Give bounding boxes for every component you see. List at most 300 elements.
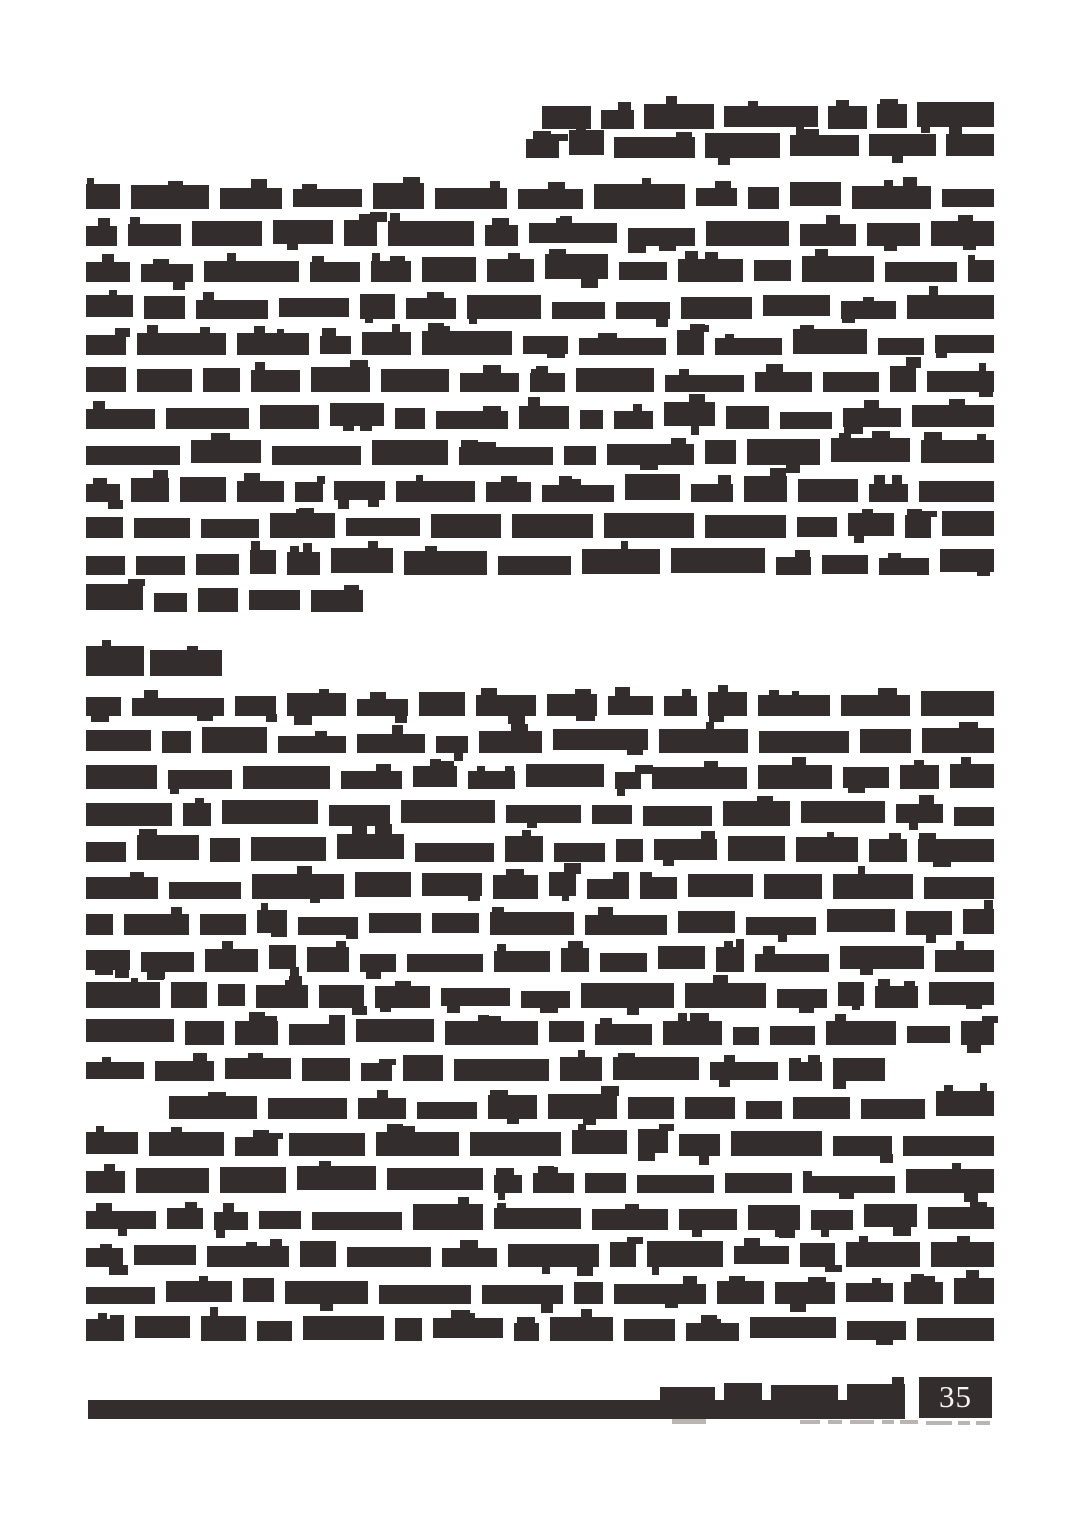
degraded-word: [235, 696, 276, 716]
degraded-text-line: [86, 366, 994, 392]
degraded-text-line: [86, 1130, 994, 1156]
degraded-word: [924, 877, 994, 899]
degraded-word: [220, 1167, 286, 1193]
degraded-word: [204, 261, 299, 282]
degraded-word: [843, 408, 901, 427]
degraded-text-line: [86, 549, 994, 575]
scan-artifact-dash: [926, 1421, 952, 1425]
degraded-word: [137, 369, 193, 392]
degraded-text-line: [86, 329, 994, 355]
degraded-word: [864, 1204, 917, 1227]
degraded-word: [685, 983, 766, 1008]
degraded-word: [936, 1091, 994, 1116]
degraded-word: [841, 695, 909, 716]
degraded-word: [468, 771, 516, 789]
degraded-word: [803, 1176, 895, 1193]
degraded-word: [432, 913, 479, 933]
degraded-word: [381, 369, 449, 392]
page-number: 35: [939, 1378, 972, 1414]
degraded-text-line: [86, 586, 363, 612]
degraded-word: [220, 188, 282, 209]
degraded-word: [607, 444, 694, 465]
degraded-word: [724, 1383, 762, 1400]
degraded-word: [890, 366, 916, 392]
degraded-word: [677, 330, 703, 355]
degraded-word: [293, 189, 362, 207]
degraded-word: [927, 371, 994, 392]
degraded-word: [302, 1058, 350, 1081]
degraded-word: [289, 1133, 365, 1156]
degraded-word: [259, 1211, 301, 1229]
degraded-word: [961, 1021, 994, 1045]
degraded-word: [441, 988, 510, 1006]
degraded-word: [357, 699, 408, 716]
degraded-word: [86, 226, 117, 246]
degraded-word: [747, 439, 820, 465]
degraded-word: [167, 1208, 203, 1229]
degraded-word: [929, 982, 994, 1005]
degraded-word: [415, 843, 494, 862]
degraded-word: [601, 110, 635, 129]
degraded-word: [198, 588, 238, 612]
degraded-text-line: [86, 512, 994, 538]
degraded-word: [454, 1059, 549, 1081]
degraded-word: [505, 836, 543, 862]
degraded-word: [494, 1208, 582, 1229]
degraded-word: [485, 225, 518, 246]
degraded-word: [141, 952, 194, 972]
degraded-word: [243, 766, 330, 789]
degraded-text-line: [86, 800, 994, 826]
scan-artifact-dash: [800, 1420, 820, 1424]
degraded-word: [369, 913, 421, 933]
degraded-word: [136, 1168, 208, 1193]
degraded-word: [154, 593, 187, 612]
degraded-word: [604, 513, 694, 538]
degraded-word: [828, 106, 867, 129]
degraded-word: [758, 695, 830, 716]
degraded-word: [334, 481, 386, 500]
degraded-text-line: [660, 1383, 905, 1401]
degraded-word: [879, 558, 929, 575]
degraded-word: [136, 556, 185, 575]
degraded-word: [592, 1209, 668, 1230]
degraded-word: [162, 731, 191, 753]
degraded-word: [235, 1137, 278, 1156]
degraded-word: [775, 1282, 835, 1304]
degraded-word: [928, 1207, 994, 1229]
degraded-word: [587, 879, 629, 899]
degraded-text-line: [86, 982, 994, 1008]
degraded-word: [734, 1246, 788, 1264]
degraded-word: [155, 1061, 213, 1081]
degraded-word: [86, 646, 144, 676]
degraded-word: [748, 1205, 799, 1230]
degraded-word: [135, 1316, 190, 1338]
degraded-word: [487, 259, 534, 282]
degraded-word: [403, 1055, 443, 1081]
degraded-word: [185, 1021, 224, 1045]
degraded-word: [355, 872, 411, 897]
degraded-word: [797, 517, 837, 537]
degraded-text-line: [86, 836, 994, 862]
degraded-word: [86, 335, 126, 355]
degraded-word: [249, 590, 299, 610]
degraded-word: [128, 224, 181, 246]
degraded-word: [885, 262, 957, 282]
degraded-word: [395, 408, 425, 429]
degraded-word: [533, 1173, 574, 1193]
degraded-word: [362, 332, 411, 355]
degraded-word: [595, 1024, 652, 1045]
degraded-word: [553, 729, 647, 750]
degraded-word: [445, 1021, 538, 1045]
degraded-text-line: [86, 763, 994, 789]
degraded-word: [647, 1241, 723, 1267]
degraded-word: [137, 835, 198, 860]
degraded-word: [744, 476, 787, 502]
degraded-word: [679, 1209, 738, 1230]
degraded-word: [664, 696, 697, 716]
degraded-word: [861, 1099, 925, 1119]
degraded-word: [273, 220, 333, 244]
degraded-word: [404, 551, 487, 575]
degraded-word: [287, 552, 319, 575]
degraded-word: [488, 1095, 537, 1119]
degraded-text-line: [86, 1019, 994, 1045]
degraded-word: [86, 556, 125, 575]
degraded-word: [724, 106, 819, 127]
degraded-word: [614, 1284, 706, 1304]
degraded-word: [401, 800, 495, 823]
degraded-word: [582, 549, 660, 574]
degraded-word: [388, 221, 474, 246]
degraded-word: [875, 986, 919, 1008]
scan-artifact-dash: [828, 1420, 842, 1424]
degraded-word: [225, 1058, 291, 1079]
degraded-word: [406, 298, 456, 319]
degraded-word: [869, 839, 907, 862]
degraded-word: [168, 770, 233, 789]
degraded-word: [86, 484, 120, 502]
degraded-word: [931, 1242, 994, 1267]
degraded-word: [86, 367, 126, 392]
scan-artifact-dash: [672, 1419, 706, 1424]
degraded-word: [942, 189, 994, 207]
degraded-word: [467, 295, 541, 319]
degraded-word: [86, 1319, 124, 1341]
degraded-word: [770, 1026, 815, 1045]
degraded-word: [628, 228, 695, 246]
degraded-word: [289, 1024, 345, 1045]
degraded-word: [396, 481, 475, 502]
degraded-text-line: [86, 1278, 994, 1304]
degraded-word: [764, 874, 822, 899]
degraded-word: [512, 514, 593, 538]
degraded-word: [86, 409, 155, 429]
degraded-word: [715, 338, 782, 355]
degraded-word: [613, 1057, 699, 1080]
degraded-text-line: [86, 645, 222, 676]
degraded-word: [183, 803, 211, 826]
degraded-word: [822, 555, 868, 574]
degraded-word: [833, 1058, 885, 1081]
degraded-word: [413, 1204, 483, 1230]
degraded-text-line: [86, 1204, 994, 1230]
degraded-word: [86, 697, 121, 716]
degraded-word: [717, 1281, 764, 1304]
degraded-word: [371, 261, 411, 282]
degraded-word: [846, 1242, 920, 1267]
degraded-word: [671, 548, 766, 573]
degraded-word: [827, 909, 895, 932]
degraded-text-line: [542, 103, 994, 129]
degraded-word: [921, 691, 994, 716]
degraded-word: [940, 549, 994, 572]
degraded-word: [330, 403, 384, 426]
degraded-word: [300, 1241, 337, 1267]
degraded-word: [847, 1321, 905, 1340]
footer-rule: [88, 1400, 905, 1419]
degraded-word: [375, 986, 430, 1008]
degraded-word: [329, 805, 390, 826]
degraded-word: [780, 412, 831, 429]
degraded-word: [134, 1245, 196, 1265]
degraded-word: [716, 947, 744, 972]
degraded-word: [210, 838, 240, 862]
degraded-word: [579, 338, 666, 355]
degraded-word: [628, 1097, 675, 1119]
degraded-text-line: [86, 476, 994, 502]
degraded-word: [585, 915, 667, 935]
degraded-word: [954, 807, 994, 826]
degraded-word: [643, 806, 712, 826]
degraded-text-line: [86, 220, 994, 246]
degraded-word: [616, 839, 644, 862]
degraded-word: [278, 736, 346, 753]
degraded-word: [360, 954, 396, 972]
degraded-word: [436, 411, 508, 429]
degraded-word: [594, 184, 685, 209]
degraded-word: [222, 800, 318, 824]
degraded-word: [506, 805, 581, 823]
degraded-text-line: [86, 439, 994, 465]
degraded-word: [205, 949, 258, 972]
degraded-word: [237, 333, 310, 355]
degraded-word: [801, 801, 886, 823]
degraded-text-line: [86, 690, 994, 716]
degraded-word: [903, 1136, 994, 1156]
degraded-word: [86, 877, 158, 899]
degraded-word: [624, 1319, 675, 1341]
degraded-word: [86, 730, 151, 751]
degraded-word: [307, 947, 350, 972]
scan-artifact-dash: [976, 1421, 990, 1425]
degraded-word: [149, 1132, 224, 1156]
degraded-word: [771, 1385, 838, 1401]
degraded-word: [459, 447, 553, 465]
degraded-word: [688, 874, 753, 897]
degraded-word: [921, 440, 994, 463]
degraded-word: [331, 548, 394, 573]
degraded-word: [431, 514, 501, 538]
degraded-word: [652, 767, 746, 789]
degraded-word: [442, 1248, 496, 1267]
scan-artifact-dash: [900, 1420, 918, 1424]
degraded-word: [793, 1097, 849, 1119]
degraded-word: [615, 772, 642, 789]
degraded-word: [896, 804, 942, 823]
degraded-word: [823, 372, 880, 392]
degraded-word: [900, 765, 939, 789]
degraded-word: [180, 477, 225, 502]
degraded-word: [346, 518, 419, 536]
degraded-word: [319, 985, 363, 1008]
degraded-word: [679, 1134, 720, 1156]
degraded-word: [372, 440, 448, 465]
degraded-word: [341, 771, 402, 789]
degraded-word: [659, 729, 749, 753]
degraded-word: [833, 1136, 892, 1156]
degraded-word: [860, 729, 910, 753]
degraded-word: [86, 295, 133, 317]
degraded-word: [218, 984, 245, 1006]
degraded-word: [907, 295, 994, 319]
degraded-word: [833, 874, 914, 899]
degraded-word: [658, 946, 705, 969]
degraded-word: [708, 692, 747, 716]
degraded-word: [413, 766, 456, 787]
degraded-word: [361, 1063, 392, 1081]
degraded-word: [638, 1129, 668, 1153]
degraded-word: [86, 517, 123, 538]
degraded-text-line: [86, 909, 994, 935]
degraded-word: [843, 767, 888, 788]
degraded-word: [169, 1096, 257, 1119]
degraded-text-line: [86, 727, 994, 753]
degraded-word: [356, 1019, 435, 1042]
degraded-word: [917, 1318, 994, 1341]
degraded-word: [344, 220, 377, 246]
degraded-word: [312, 1212, 402, 1230]
degraded-word: [494, 951, 549, 972]
degraded-word: [86, 803, 172, 826]
degraded-word: [250, 550, 276, 574]
degraded-word: [287, 693, 347, 716]
degraded-word: [200, 914, 246, 935]
degraded-word: [935, 950, 994, 972]
degraded-word: [746, 1101, 783, 1119]
degraded-word: [663, 1021, 722, 1045]
degraded-text-line: [86, 293, 994, 319]
degraded-word: [793, 329, 867, 354]
degraded-word: [878, 338, 924, 355]
degraded-word: [131, 478, 169, 502]
degraded-word: [678, 911, 735, 933]
degraded-word: [387, 1168, 483, 1190]
degraded-word: [285, 1281, 367, 1304]
degraded-word: [493, 875, 538, 899]
degraded-word: [272, 446, 361, 465]
degraded-word: [869, 484, 908, 502]
degraded-text-line: [86, 946, 994, 972]
degraded-word: [86, 950, 130, 970]
degraded-word: [360, 294, 395, 319]
degraded-word: [841, 301, 895, 319]
degraded-word: [963, 909, 993, 934]
degraded-word: [479, 731, 543, 753]
degraded-word: [526, 764, 603, 787]
degraded-word: [214, 1212, 248, 1230]
degraded-word: [141, 264, 193, 282]
degraded-word: [320, 336, 351, 354]
degraded-word: [494, 1175, 522, 1193]
degraded-word: [86, 184, 120, 209]
degraded-word: [422, 331, 512, 355]
degraded-word: [519, 406, 569, 429]
degraded-word: [132, 698, 224, 716]
degraded-word: [166, 408, 249, 429]
degraded-word: [678, 259, 743, 282]
degraded-word: [746, 917, 816, 935]
degraded-word: [905, 515, 931, 538]
degraded-word: [912, 405, 994, 427]
degraded-word: [877, 104, 906, 128]
degraded-word: [906, 911, 952, 935]
degraded-word: [86, 914, 113, 935]
degraded-word: [268, 1098, 347, 1119]
degraded-word: [514, 1323, 539, 1341]
degraded-word: [134, 518, 189, 538]
degraded-word: [529, 223, 617, 243]
degraded-word: [171, 982, 206, 1008]
degraded-word: [748, 187, 779, 209]
degraded-word: [376, 1132, 460, 1156]
degraded-word: [691, 484, 734, 502]
degraded-word: [904, 1282, 943, 1304]
degraded-word: [954, 1278, 994, 1304]
degraded-word: [202, 727, 267, 753]
degraded-word: [950, 764, 994, 788]
degraded-word: [490, 912, 574, 935]
degraded-word: [847, 1384, 905, 1400]
degraded-word: [86, 1287, 155, 1304]
degraded-word: [86, 446, 180, 465]
degraded-word: [585, 1173, 626, 1193]
degraded-word: [572, 1130, 627, 1154]
degraded-word: [373, 183, 424, 209]
degraded-word: [476, 695, 535, 716]
degraded-word: [560, 1057, 602, 1081]
degraded-word: [800, 224, 856, 246]
degraded-word: [521, 991, 570, 1008]
degraded-word: [685, 1097, 734, 1119]
degraded-word: [86, 1211, 156, 1229]
degraded-word: [759, 731, 849, 753]
degraded-word: [800, 1243, 835, 1267]
degraded-word: [758, 765, 833, 789]
degraded-word: [552, 302, 605, 319]
degraded-word: [831, 438, 910, 462]
degraded-word: [907, 1026, 950, 1043]
degraded-word: [726, 406, 769, 429]
degraded-word: [256, 985, 308, 1008]
degraded-word: [616, 302, 670, 319]
scan-artifact-dash: [958, 1421, 970, 1425]
degraded-text-line: [86, 1055, 885, 1081]
degraded-word: [311, 367, 370, 392]
degraded-word: [550, 1317, 612, 1341]
